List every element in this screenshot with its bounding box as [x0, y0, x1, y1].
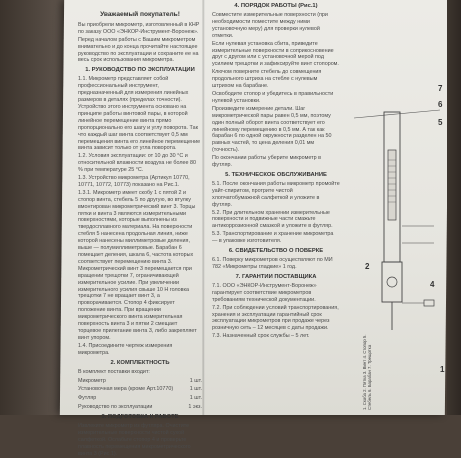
intro-text: [78, 22, 202, 64]
section-4-paragraph: Совместите измерительные поверхности (при необходимости поместите между ними установочную меру) для проверки нулевой отметки.: [212, 12, 328, 39]
section-5-title: 5. ТЕХНИЧЕСКОЕ ОБСЛУЖИВАНИЕ: [225, 171, 327, 178]
kit-item: [78, 378, 202, 385]
section-5-paragraph: 5.3. Транспортирование и хранение микрометра — в упаковке изготовителя.: [212, 231, 334, 245]
section-1-body: [78, 76, 202, 356]
section-5-body: [212, 181, 340, 245]
kit-item: [78, 404, 202, 411]
section-1-paragraph: 1.4. Присоедините чертеж измерения микрометра.: [78, 342, 173, 356]
section-1-title: 1. РУКОВОДСТВО ПО ЭКСПЛУАТАЦИИ: [85, 67, 195, 74]
part-number-label: 1: [440, 365, 445, 374]
section-4-paragraph: Освободите стопор и убедитесь в правильности нулевой установки.: [212, 90, 334, 104]
kit-item-name: Футляр: [78, 395, 97, 402]
section-4-paragraph: По окончании работы уберите микрометр в футляр.: [212, 155, 321, 169]
section-1-paragraph: 1.2. Условия эксплуатации: от 10 до 30 °С и относительной влажности воздуха не более 80 % при температуре 25 °С.: [78, 153, 196, 174]
kit-item-name: Руководство по эксплуатации: [78, 404, 153, 411]
section-3-title: 3. ПОДГОТОВКА К РАБОТЕ: [101, 414, 179, 421]
kit-item: [78, 395, 202, 402]
kit-item-name: Микрометр: [78, 377, 106, 384]
section-6-body: 6.1. Поверку микрометров осуществляют по МИ 782 «Микрометры гладкие» 1 год.: [212, 257, 333, 270]
section-1-paragraph: 1.3. Устройство микрометра (Артикул 10770, 10771, 10772, 10773) показано на Рис.1.: [78, 175, 190, 188]
part-number-label: 4: [430, 280, 435, 289]
section-5-paragraph: 5.2. При длительном хранении измерительные поверхности и подвижные части смажьте антикоррозионной смазкой и уложите в футляр.: [212, 209, 333, 230]
ratchet-outline: [382, 262, 402, 302]
left-column: [78, 0, 202, 457]
section-1-paragraph: 1.1. Микрометр представляет собой профессиональный инструмент, предназначенный для измерения линейных размеров в деталях (пределах точности). Устройство этого инструмента основано на принципе работы винтовой пары, в которой линейное перемещение винта прямо пропорционально его шагу и углу поворота. Так что каждый шаг винта соответствует 0,5 мм перемещения винта его линейное перемещение винта зависит только от угла поворота.: [78, 76, 201, 152]
anvil-tip: [424, 300, 434, 306]
section-7-paragraph: 7.2. При соблюдении условий транспортирования, хранения и эксплуатации гарантийный срок эксплуатации микрометров при продаже через розничную сеть – 12 месяцев с даты продажи.: [212, 304, 339, 332]
paper-fold: [202, 0, 205, 415]
section-4-paragraph: Если нулевая установка сбита, приведите измерительные поверхности в соприкосновение друг с другом или с установочной мерой под усилием трещотки и зафиксируйте винт стопором.: [212, 40, 339, 68]
intro-paragraph: Вы приобрели микрометр, изготовленный в КНР по заказу ООО «ЭНКОР-Инструмент-Воронеж».: [78, 21, 200, 35]
kit-caption: В комплект поставки входит:: [78, 368, 150, 375]
kit-list: [78, 378, 202, 412]
kit-item: [78, 386, 202, 393]
part-number-label: 6: [438, 100, 443, 109]
section-1-paragraph: 1.3.1. Микрометр имеет скобу 1 с пятой 2 и стопор винта, стебель 5 по другую, во втулку вмонтирован микрометрический винт 3. Торцы пятки и винта 3 являются измерительными поверхностями, которые выполнены из твердосплавного материала. На поверхности стебля 5 нанесена продольная линия, ниже которой нанесены миллиметровые деления, выше — полумиллиметровые. Барабан 6 помещает деления, шкала 6, частота которых соответствует перемещению винта 3. Микрометрический винт 3 перемещается при вращении трещотки 7, ограничивающей измерительное усилие. При увеличении измерительного усилия свыше 10 Н головка трещотки 7 не вращает винт 3, а проворачивается. Стопор 4 фиксирует положение винта. При вращении микрометрического винта измерительная поверхность винта 3 и пятки 2 смещает торцевое прилегание винта 3, либо закрепляет винт упором.: [78, 189, 197, 341]
section-7-body: [212, 283, 340, 340]
section-4-body: [212, 12, 340, 169]
section-5-paragraph: 5.1. После окончания работы микрометр промойте уайт-спиритом, протрите чистой хлопчатобумажной салфеткой и уложите в футляр.: [212, 180, 340, 208]
drawing-legend: 1. Скоба 2. Пятка 3. Винт 4. Стопор 5. Стебель 6. Барабан 7. Трещотка: [362, 334, 372, 410]
micrometer-drawing: [344, 0, 447, 415]
section-4-paragraph: Произведите измерение детали. Шаг микрометрической пары равен 0,5 мм, поэтому один полный оборот винта соответствует его линейному перемещению в 0,5 мм. А так как барабан 6 по одной окружности разделен на 50 равных частей, то цена деления 0,01 мм (точность).: [212, 105, 332, 154]
kit-item-qty: 1 экз.: [188, 404, 202, 411]
part-number-label: 2: [365, 262, 370, 271]
section-6-title: 6. СВИДЕТЕЛЬСТВО О ПОВЕРКЕ: [228, 248, 324, 255]
section-7-title: 7. ГАРАНТИИ ПОСТАВЩИКА: [235, 273, 317, 280]
background-edge: [447, 0, 461, 415]
kit-item-qty: 1 шт.: [189, 395, 202, 402]
kit-item-qty: 1 шт.: [189, 386, 202, 393]
micrometer-svg: [344, 0, 447, 415]
kit-item-name: Установочная мера (кроме Арт.10770): [78, 386, 174, 393]
dimension-line: [354, 110, 440, 118]
intro-paragraph: Перед началом работы с Вашим микрометром внимательно и до конца прочитайте настоящее руководство по эксплуатации и сохраните ее на весь срок использования микрометра.: [78, 36, 199, 64]
sleeve-outline: [388, 150, 396, 220]
greeting: Уважаемый покупатель!: [100, 11, 180, 18]
section-7-paragraph: 7.3. Назначенный срок службы – 5 лет.: [212, 333, 310, 340]
section-2-title: 2. КОМПЛЕКТНОСТЬ: [110, 359, 170, 366]
kit-item-qty: 1 шт.: [189, 377, 202, 384]
middle-column: [212, 0, 340, 415]
section-7-paragraph: 7.1. ООО «ЭНКОР-Инструмент-Воронеж» гарантирует соответствие микрометров требованиям технической документации.: [212, 282, 317, 303]
section-4-paragraph: Ключом поверните стебель до совмещения продольного штриха на стебле с нулевым штрихом на барабане.: [212, 69, 322, 90]
section-4-title: 4. ПОРЯДОК РАБОТЫ (Рис.1): [234, 3, 318, 9]
section-3-body: Извлеките микрометр из футляра. Очистите измерительные поверхности чистой сухой салфеткой. Ослабьте стопор 4 и проверьте плавность перемещения микрометрического винта 3 (Рис.1).: [78, 423, 191, 457]
part-number-label: 7: [438, 84, 443, 93]
lock-outline: [387, 277, 397, 287]
part-number-label: 5: [438, 118, 443, 127]
